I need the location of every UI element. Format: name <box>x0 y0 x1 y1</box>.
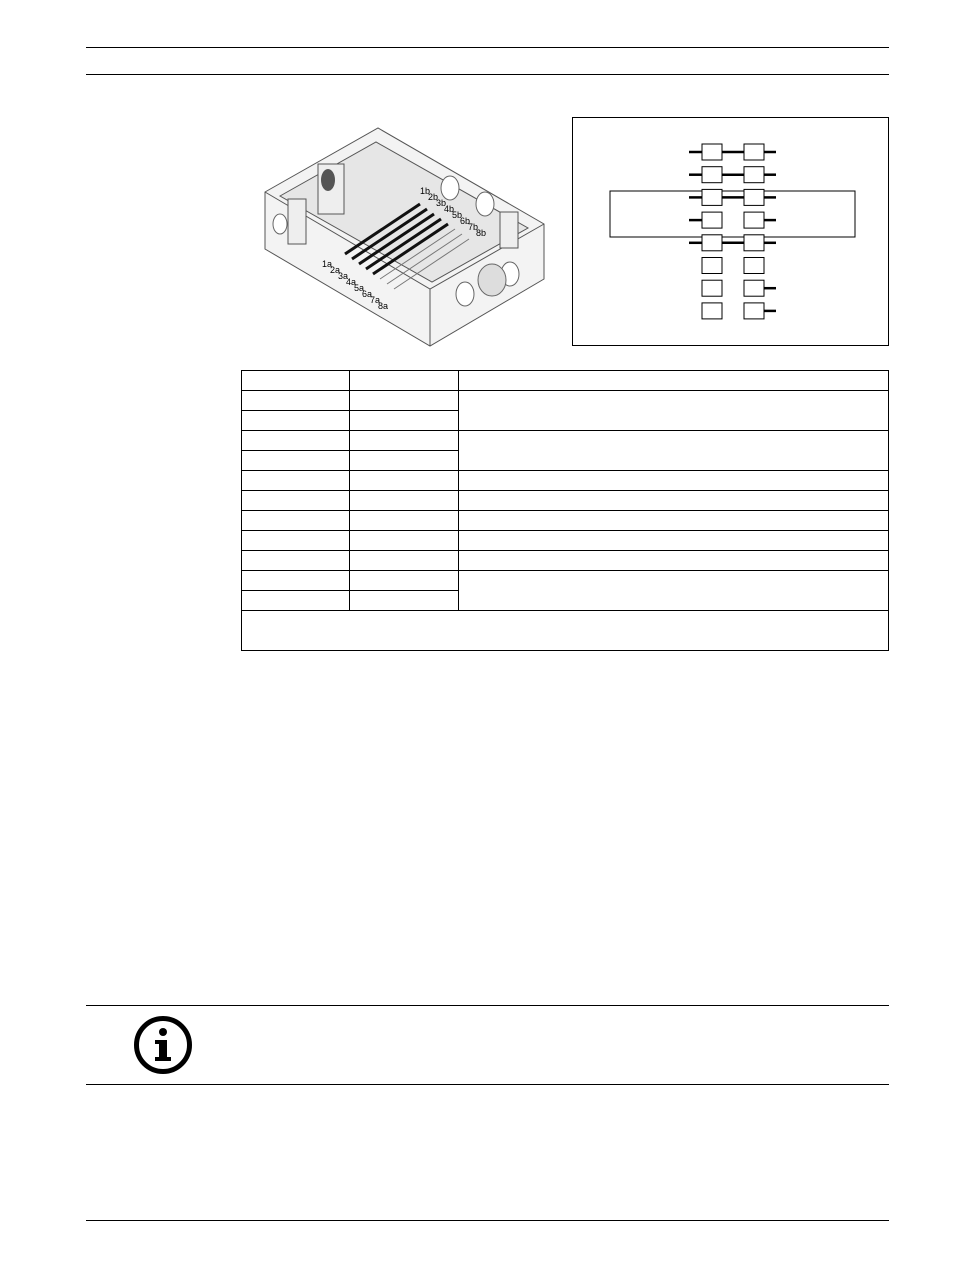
table-cell <box>242 551 350 571</box>
terminal-block-left <box>702 144 722 160</box>
terminal-label-a: 1a <box>322 259 333 269</box>
table-row <box>242 391 889 411</box>
table-row <box>242 431 889 451</box>
terminal-label-b: 5b <box>452 210 463 220</box>
table-footnote <box>242 611 889 651</box>
note-rule-top <box>86 1005 889 1006</box>
footer-rule <box>86 1220 889 1221</box>
table-cell <box>350 471 459 491</box>
table-cell <box>459 531 889 551</box>
table-cell <box>459 431 889 471</box>
table-cell <box>242 511 350 531</box>
terminal-label-a: 3a <box>338 271 349 281</box>
terminal-label-a: 7a <box>370 295 381 305</box>
table-cell <box>350 571 459 591</box>
table-cell <box>459 391 889 431</box>
table-cell <box>242 471 350 491</box>
table-cell <box>350 451 459 471</box>
table-cell <box>350 591 459 611</box>
terminal-block-right <box>744 303 764 319</box>
table-cell <box>459 491 889 511</box>
terminal-block-right <box>744 280 764 296</box>
terminal-block-left <box>702 167 722 183</box>
junction-box-illustration <box>260 124 546 352</box>
table-cell <box>350 511 459 531</box>
terminal-label-b: 6b <box>460 216 471 226</box>
table-cell <box>242 371 350 391</box>
table-row <box>242 551 889 571</box>
table-row <box>242 471 889 491</box>
terminal-label-b: 3b <box>436 198 447 208</box>
table-cell <box>350 411 459 431</box>
table-cell <box>242 431 350 451</box>
table-cell <box>242 491 350 511</box>
terminal-label-a: 5a <box>354 283 365 293</box>
info-icon <box>133 1015 193 1075</box>
terminal-label-b: 2b <box>428 192 439 202</box>
header-rule-top <box>86 47 889 48</box>
table-cell <box>242 451 350 471</box>
terminal-label-b: 4b <box>444 204 455 214</box>
table-cell <box>242 411 350 431</box>
table-cell <box>350 491 459 511</box>
table-cell <box>459 571 889 611</box>
terminal-label-a: 6a <box>362 289 373 299</box>
terminal-block-right <box>744 235 764 251</box>
terminal-label-a: 2a <box>330 265 341 275</box>
table-cell <box>350 531 459 551</box>
terminal-block-right <box>744 189 764 205</box>
note-rule-bottom <box>86 1084 889 1085</box>
terminal-block-left <box>702 280 722 296</box>
table-cell <box>459 551 889 571</box>
terminal-block-left <box>702 235 722 251</box>
terminal-block-left <box>702 212 722 228</box>
table-cell <box>242 591 350 611</box>
table-cell <box>350 371 459 391</box>
table-row <box>242 511 889 531</box>
table-footnote-row <box>242 611 889 651</box>
terminal-label-b: 1b <box>420 186 431 196</box>
terminal-block-right <box>744 167 764 183</box>
terminal-label-b: 7b <box>468 222 479 232</box>
table-cell <box>350 551 459 571</box>
table-cell <box>459 511 889 531</box>
terminal-block-right <box>744 258 764 274</box>
terminal-table <box>241 370 889 651</box>
terminal-label-a: 8a <box>378 301 389 311</box>
table-row <box>242 571 889 591</box>
schematic-drawing <box>573 118 888 345</box>
terminal-label-b: 8b <box>476 228 487 238</box>
table-cell <box>242 531 350 551</box>
terminal-block-left <box>702 189 722 205</box>
table-row <box>242 491 889 511</box>
terminal-label-a: 4a <box>346 277 357 287</box>
table-header-row <box>242 371 889 391</box>
terminal-block-right <box>744 212 764 228</box>
table-cell <box>350 431 459 451</box>
header-rule-bottom <box>86 74 889 75</box>
table-cell <box>459 471 889 491</box>
table-cell <box>242 391 350 411</box>
terminal-block-right <box>744 144 764 160</box>
table-row <box>242 531 889 551</box>
terminal-block-left <box>702 303 722 319</box>
table-cell <box>350 391 459 411</box>
table-cell <box>459 371 889 391</box>
terminal-block-left <box>702 258 722 274</box>
terminal-schematic <box>572 117 889 346</box>
table-cell <box>242 571 350 591</box>
